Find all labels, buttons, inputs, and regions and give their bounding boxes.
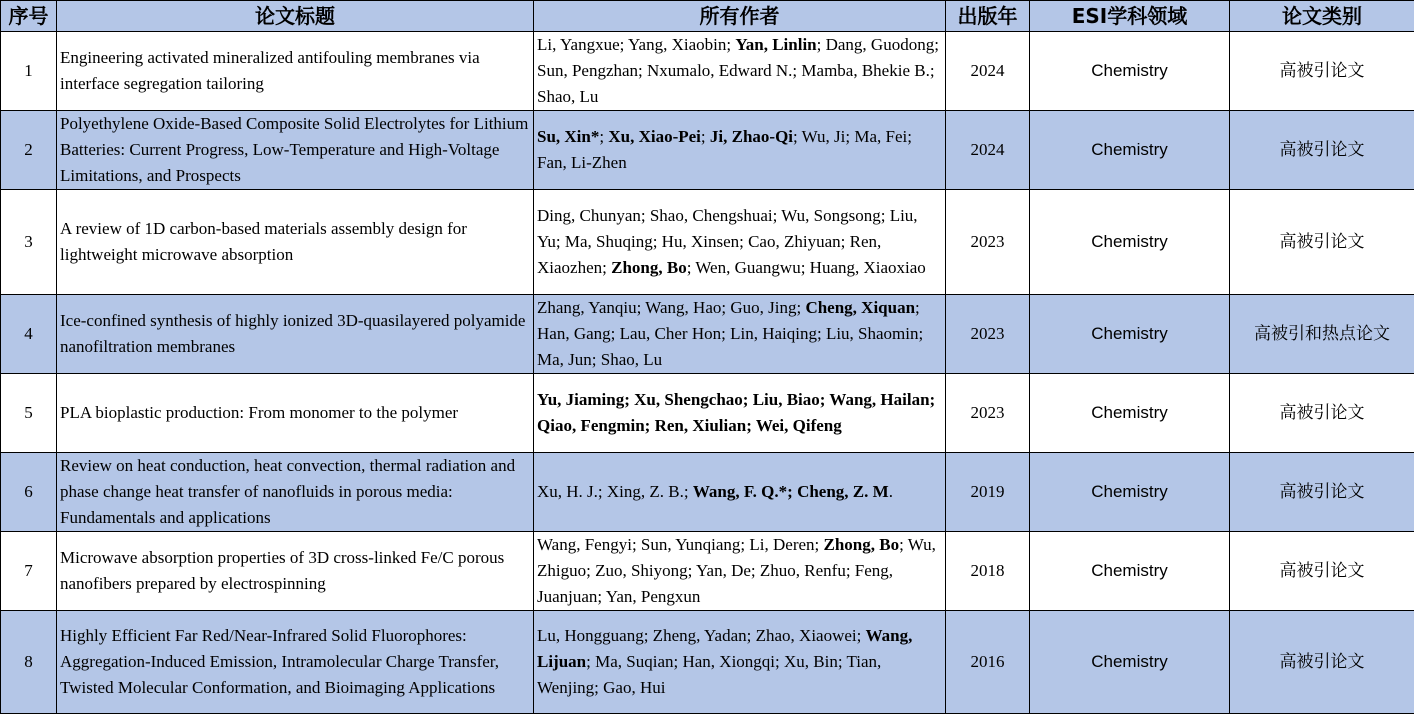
paper-title: Highly Efficient Far Red/Near-Infrared Solid Fluorophores: Aggregation-Induced Emission, Intramolecular Charge Transfer, Twisted Molecular Conformation, and Bioimaging Applications (57, 611, 534, 714)
row-index: 1 (1, 32, 57, 111)
paper-category: 高被引论文 (1230, 374, 1414, 453)
highlighted-author: Cheng, Xiquan (805, 298, 915, 317)
author-text: ; Ma, Suqian; Han, Xiongqi; Xu, Bin; Tian, Wenjing; Gao, Hui (537, 652, 881, 697)
paper-title: Microwave absorption properties of 3D cross-linked Fe/C porous nanofibers prepared by electrospinning (57, 532, 534, 611)
header-year: 出版年 (946, 1, 1030, 32)
esi-field: Chemistry (1030, 190, 1230, 295)
publication-year: 2023 (946, 295, 1030, 374)
publication-year: 2024 (946, 111, 1030, 190)
header-authors: 所有作者 (534, 1, 946, 32)
author-text: ; (701, 127, 710, 146)
row-index: 3 (1, 190, 57, 295)
esi-field: Chemistry (1030, 453, 1230, 532)
highlighted-author: Ji, Zhao-Qi (710, 127, 793, 146)
paper-category: 高被引论文 (1230, 111, 1414, 190)
table-row (1, 374, 1414, 453)
paper-category: 高被引论文 (1230, 532, 1414, 611)
row-index: 6 (1, 453, 57, 532)
author-text: ; Wen, Guangwu; Huang, Xiaoxiao (687, 258, 926, 277)
author-text: ; Wu, Ji; Ma, Fei; Fan, Li-Zhen (537, 127, 912, 172)
highlighted-author: Xu, Xiao-Pei (608, 127, 701, 146)
table-row (1, 295, 1414, 374)
author-text: Li, Yangxue; Yang, Xiaobin; (537, 35, 735, 54)
highlighted-author: Yu, Jiaming; Xu, Shengchao; Liu, Biao; Wang, Hailan; Qiao, Fengmin; Ren, Xiulian; Wei, Qifeng (537, 390, 935, 435)
highlighted-author: Zhong, Bo (824, 535, 900, 554)
paper-category: 高被引论文 (1230, 32, 1414, 111)
author-text: . (889, 482, 893, 501)
publication-year: 2024 (946, 32, 1030, 111)
paper-authors (534, 453, 946, 532)
paper-category: 高被引论文 (1230, 190, 1414, 295)
paper-authors (534, 374, 946, 453)
esi-field: Chemistry (1030, 32, 1230, 111)
paper-title: Review on heat conduction, heat convection, thermal radiation and phase change heat transfer of nanofluids in porous media: Fundamentals and applications (57, 453, 534, 532)
header-field: ESI学科领域 (1030, 1, 1230, 32)
table-row (1, 532, 1414, 611)
paper-authors (534, 532, 946, 611)
paper-category: 高被引论文 (1230, 453, 1414, 532)
row-index: 8 (1, 611, 57, 714)
publication-year: 2016 (946, 611, 1030, 714)
publication-year: 2023 (946, 190, 1030, 295)
header-row (1, 1, 1414, 32)
esi-field: Chemistry (1030, 532, 1230, 611)
table-row (1, 190, 1414, 295)
table-row (1, 32, 1414, 111)
publication-year: 2023 (946, 374, 1030, 453)
author-text: ; Han, Gang; Lau, Cher Hon; Lin, Haiqing; Liu, Shaomin; Ma, Jun; Shao, Lu (537, 298, 923, 369)
table-row (1, 611, 1414, 714)
author-text: Zhang, Yanqiu; Wang, Hao; Guo, Jing; (537, 298, 805, 317)
esi-field: Chemistry (1030, 611, 1230, 714)
paper-authors (534, 111, 946, 190)
paper-title: Engineering activated mineralized antifouling membranes via interface segregation tailoring (57, 32, 534, 111)
row-index: 4 (1, 295, 57, 374)
paper-title: A review of 1D carbon-based materials assembly design for lightweight microwave absorption (57, 190, 534, 295)
header-category: 论文类别 (1230, 1, 1414, 32)
highlighted-author: Su, Xin* (537, 127, 599, 146)
table-row (1, 453, 1414, 532)
author-text: Xu, H. J.; Xing, Z. B.; (537, 482, 693, 501)
paper-title: PLA bioplastic production: From monomer to the polymer (57, 374, 534, 453)
header-title: 论文标题 (57, 1, 534, 32)
author-text: ; Wu, Zhiguo; Zuo, Shiyong; Yan, De; Zhuo, Renfu; Feng, Juanjuan; Yan, Pengxun (537, 535, 936, 606)
publication-year: 2018 (946, 532, 1030, 611)
author-text: Lu, Hongguang; Zheng, Yadan; Zhao, Xiaowei; (537, 626, 866, 645)
highlighted-author: Zhong, Bo (611, 258, 687, 277)
highlighted-author: Yan, Linlin (735, 35, 816, 54)
author-text: Wang, Fengyi; Sun, Yunqiang; Li, Deren; (537, 535, 824, 554)
paper-category: 高被引和热点论文 (1230, 295, 1414, 374)
row-index: 2 (1, 111, 57, 190)
paper-title: Ice-confined synthesis of highly ionized 3D-quasilayered polyamide nanofiltration membranes (57, 295, 534, 374)
paper-authors (534, 611, 946, 714)
paper-authors (534, 190, 946, 295)
highlighted-author: Wang, Lijuan (537, 626, 912, 671)
header-index: 序号 (1, 1, 57, 32)
paper-authors (534, 32, 946, 111)
paper-category: 高被引论文 (1230, 611, 1414, 714)
esi-field: Chemistry (1030, 111, 1230, 190)
author-text: ; (599, 127, 608, 146)
esi-field: Chemistry (1030, 374, 1230, 453)
publication-year: 2019 (946, 453, 1030, 532)
highlighted-author: Wang, F. Q.*; Cheng, Z. M (693, 482, 889, 501)
paper-authors (534, 295, 946, 374)
table-row (1, 111, 1414, 190)
author-text: ; Dang, Guodong; Sun, Pengzhan; Nxumalo, Edward N.; Mamba, Bhekie B.; Shao, Lu (537, 35, 939, 106)
row-index: 7 (1, 532, 57, 611)
esi-field: Chemistry (1030, 295, 1230, 374)
row-index: 5 (1, 374, 57, 453)
paper-title: Polyethylene Oxide-Based Composite Solid Electrolytes for Lithium Batteries: Current Progress, Low-Temperature and High-Voltage Limitations, and Prospects (57, 111, 534, 190)
author-text: Ding, Chunyan; Shao, Chengshuai; Wu, Songsong; Liu, Yu; Ma, Shuqing; Hu, Xinsen; Cao, Zhiyuan; Ren, Xiaozhen; (537, 206, 918, 277)
